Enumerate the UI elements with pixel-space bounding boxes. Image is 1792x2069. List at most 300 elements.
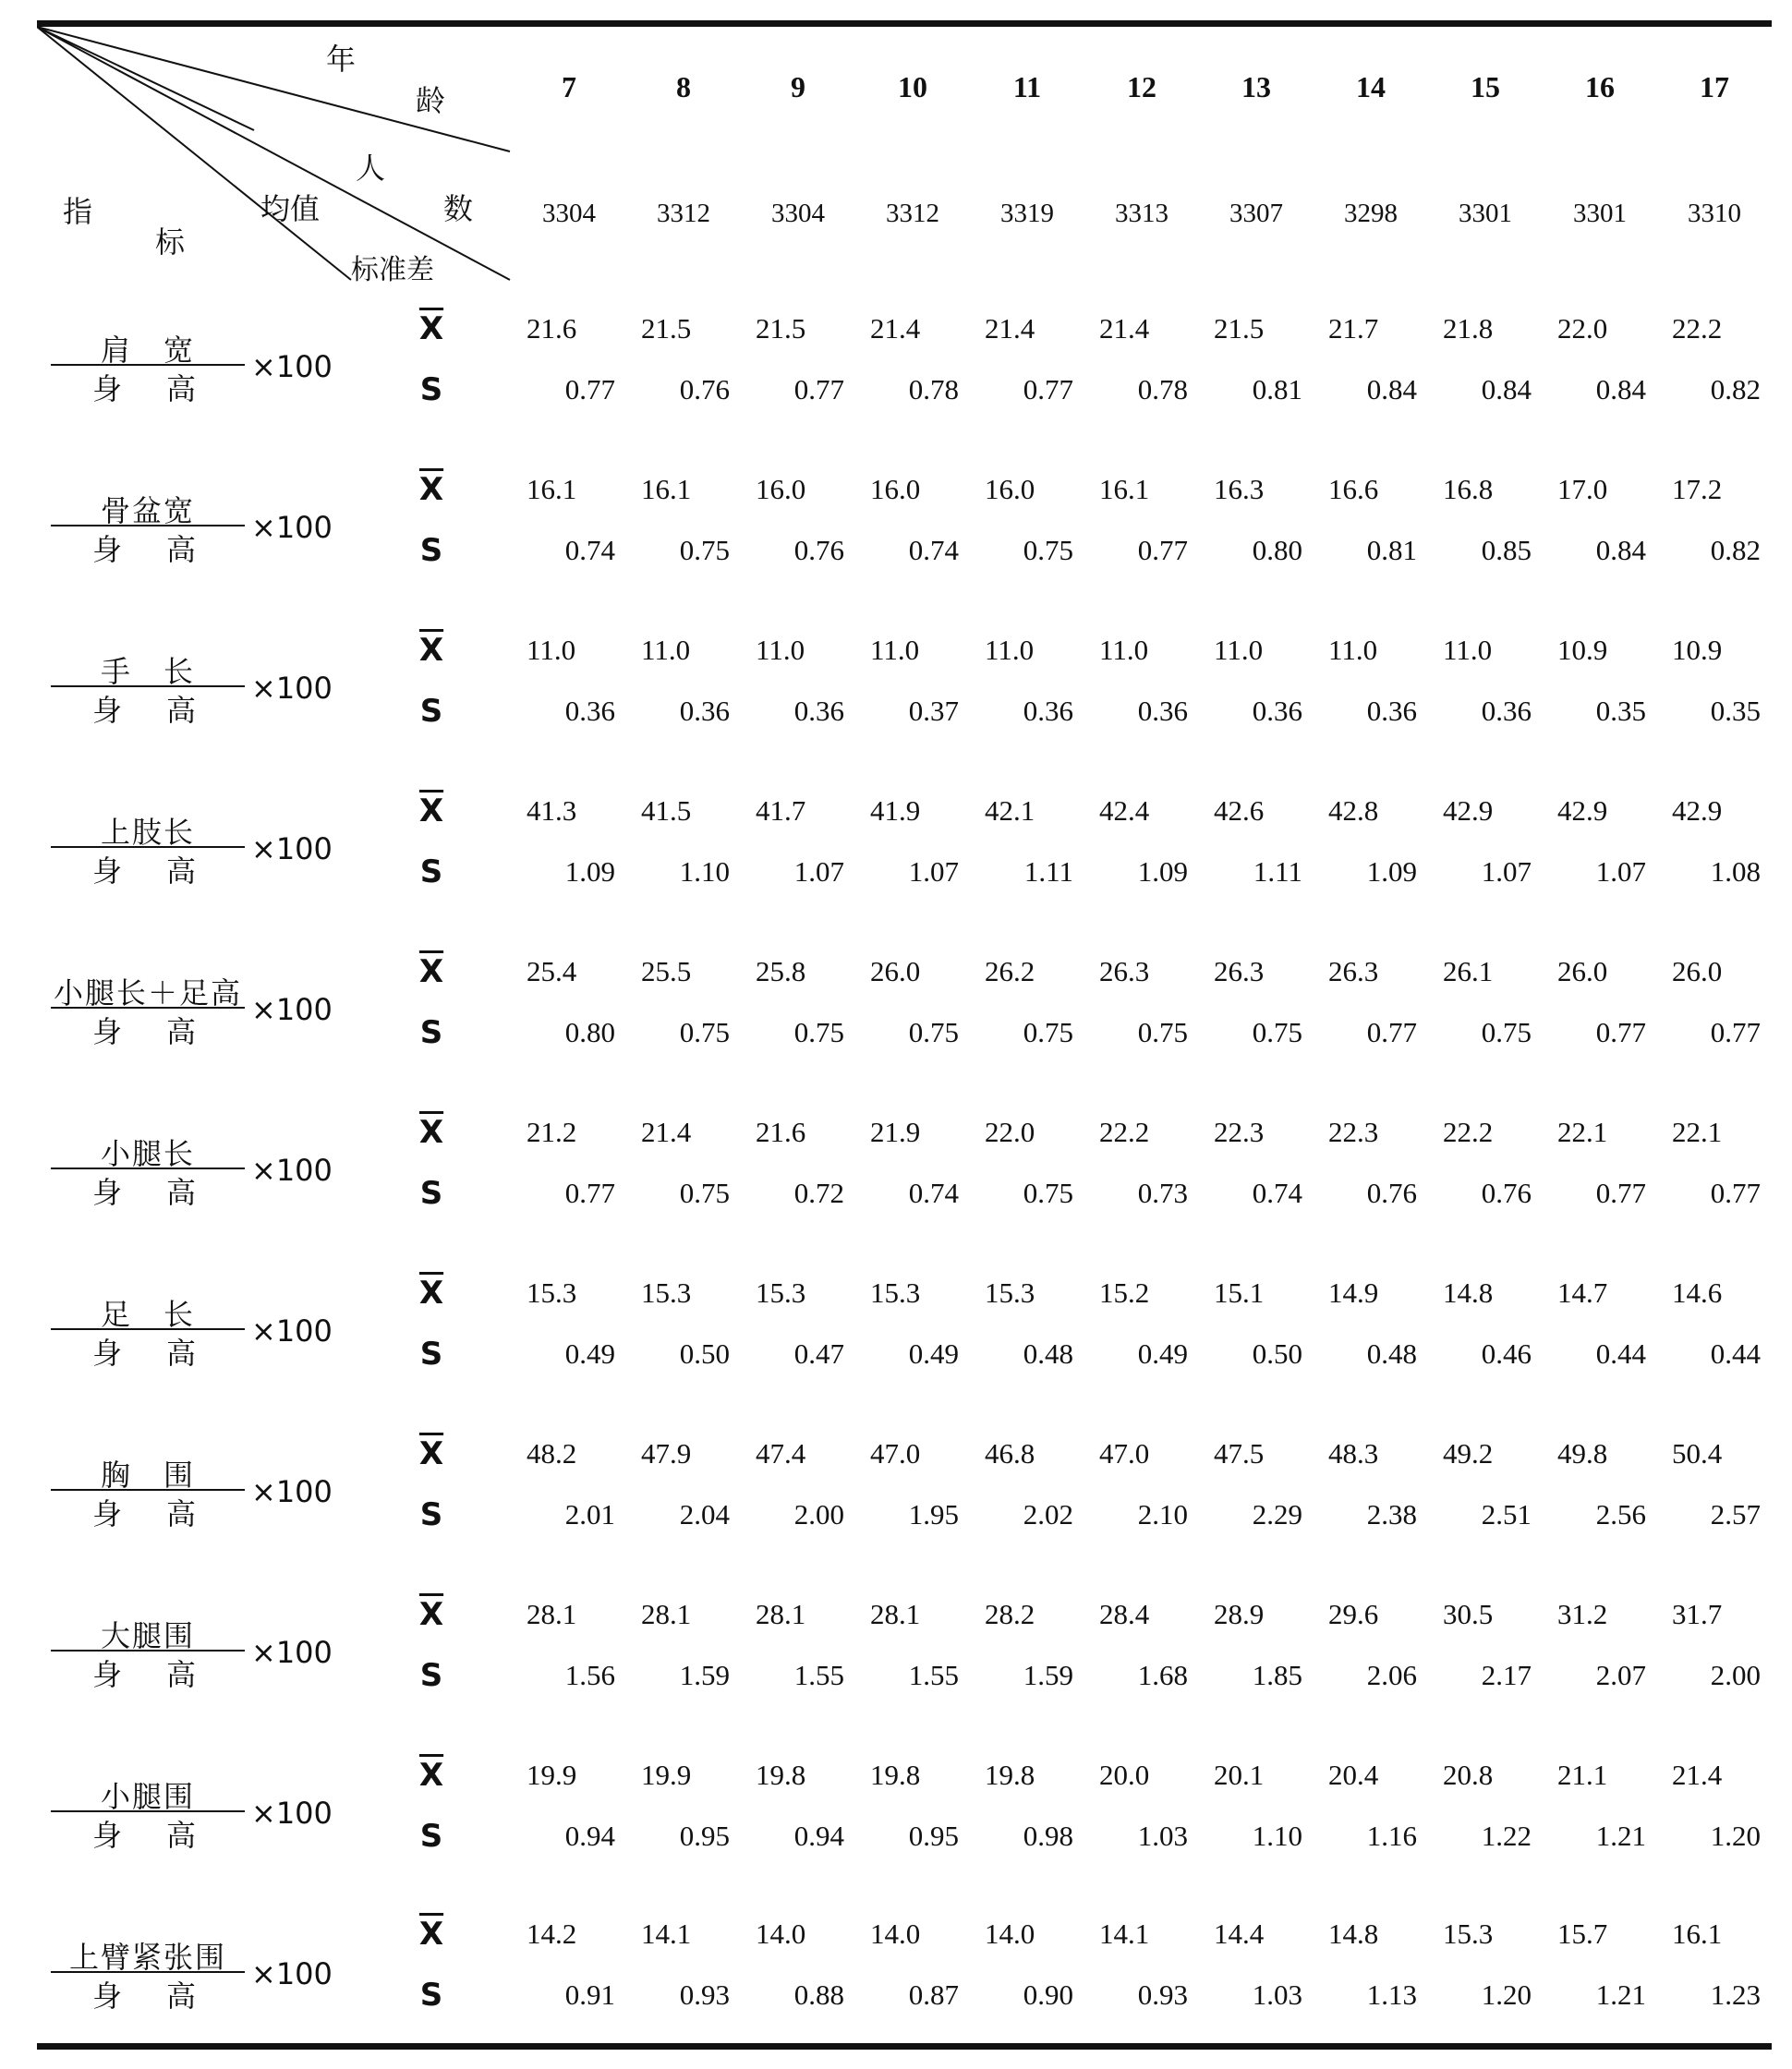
mean-value: 20.8 (1443, 1758, 1494, 1791)
mean-value: 15.3 (641, 1276, 692, 1309)
table-row (37, 1725, 1772, 1886)
sd-value: 1.09 (1366, 854, 1417, 888)
mean-value: 47.4 (756, 1436, 806, 1470)
value-cell (1084, 1243, 1199, 1404)
mean-value: 16.0 (756, 472, 806, 505)
index-fraction (51, 970, 245, 1047)
index-fraction (51, 1452, 245, 1530)
value-cell (512, 1243, 626, 1404)
sd-value: 0.74 (908, 533, 959, 566)
index-denominator: 身 高 (91, 692, 203, 728)
age-header-cell: 16 (1585, 70, 1615, 104)
mean-value: 22.0 (1557, 311, 1608, 345)
index-label-cell (37, 279, 351, 440)
value-cell (626, 761, 741, 922)
sd-value: 0.75 (908, 1015, 959, 1048)
mean-value: 31.2 (1557, 1597, 1608, 1630)
table-row (37, 1404, 1772, 1565)
mean-value: 26.3 (1099, 954, 1150, 987)
index-denominator: 身 高 (91, 1978, 203, 2014)
mean-value: 20.1 (1214, 1758, 1265, 1791)
value-cell (512, 922, 626, 1083)
mean-value: 21.4 (1099, 311, 1150, 345)
mean-value: 21.5 (1214, 311, 1265, 345)
value-cell (970, 1083, 1084, 1243)
sd-value: 0.84 (1481, 372, 1532, 405)
mean-value: 21.4 (870, 311, 921, 345)
mean-value: 15.3 (1443, 1917, 1494, 1950)
sd-value: 0.95 (679, 1819, 730, 1852)
value-cell (970, 600, 1084, 761)
sd-value: 1.13 (1366, 1978, 1417, 2011)
sd-value: 1.55 (793, 1658, 844, 1691)
count-cell: 3319 (1000, 198, 1054, 228)
mean-value: 41.5 (641, 793, 692, 827)
value-cell (970, 1404, 1084, 1565)
sd-value: 0.77 (1366, 1015, 1417, 1048)
count-cell: 3310 (1688, 198, 1741, 228)
index-denominator: 身 高 (91, 853, 203, 889)
header-label-zhi: 指 (63, 194, 93, 229)
header-label-ling: 龄 (416, 83, 446, 118)
mean-value: 26.3 (1214, 954, 1265, 987)
index-multiplier: ×100 (251, 1313, 333, 1349)
mean-value: 25.8 (756, 954, 806, 987)
sd-value: 1.21 (1595, 1819, 1646, 1852)
value-cell (1428, 440, 1543, 600)
index-numerator: 小腿长＋足高 (53, 974, 242, 1010)
value-cell (1199, 922, 1314, 1083)
mean-value: 41.7 (756, 793, 806, 827)
sd-value: 0.80 (564, 1015, 615, 1048)
sd-value: 0.44 (1710, 1337, 1761, 1370)
mean-value: 14.4 (1214, 1917, 1265, 1950)
anthropometric-index-table (37, 20, 1772, 2050)
sd-value: 2.51 (1481, 1497, 1532, 1531)
value-cell (626, 1886, 741, 2047)
sd-value: 0.77 (1023, 372, 1073, 405)
value-cell (741, 440, 855, 600)
value-cell (512, 1404, 626, 1565)
value-cell (626, 440, 741, 600)
sd-value: 0.47 (793, 1337, 844, 1370)
mean-value: 22.0 (985, 1115, 1035, 1148)
sd-value: 1.03 (1137, 1819, 1188, 1852)
mean-value: 14.7 (1557, 1276, 1608, 1309)
value-cell (855, 440, 970, 600)
sd-value: 0.91 (564, 1978, 615, 2011)
sd-value: 2.29 (1252, 1497, 1302, 1531)
sd-value: 0.48 (1366, 1337, 1417, 1370)
value-cell (626, 1404, 741, 1565)
value-cell (1543, 1565, 1657, 1725)
mean-value: 42.1 (985, 793, 1035, 827)
value-cell (1657, 1725, 1772, 1886)
mean-value: 21.6 (527, 311, 577, 345)
sd-symbol: S (419, 1013, 443, 1051)
mean-value: 47.0 (870, 1436, 921, 1470)
count-cell: 3312 (886, 198, 939, 228)
mean-value: 48.2 (527, 1436, 577, 1470)
value-cell (626, 600, 741, 761)
sd-value: 0.36 (1137, 694, 1188, 727)
sd-value: 2.38 (1366, 1497, 1417, 1531)
mean-value: 49.8 (1557, 1436, 1608, 1470)
mean-value: 15.3 (527, 1276, 577, 1309)
value-cell (855, 1725, 970, 1886)
index-multiplier: ×100 (251, 670, 333, 706)
value-cell (626, 1083, 741, 1243)
value-cell (970, 922, 1084, 1083)
sd-value: 0.49 (1137, 1337, 1188, 1370)
mean-value: 14.0 (756, 1917, 806, 1950)
index-fraction (51, 1131, 245, 1208)
value-cell (1084, 1083, 1199, 1243)
mean-value: 41.3 (527, 793, 577, 827)
mean-value: 11.0 (641, 633, 691, 666)
value-cell (512, 1565, 626, 1725)
sd-value: 2.00 (793, 1497, 844, 1531)
mean-value: 15.7 (1557, 1917, 1608, 1950)
header-label-nian: 年 (326, 42, 357, 77)
age-header-cell: 13 (1241, 70, 1271, 104)
sd-value: 0.36 (1481, 694, 1532, 727)
table-row (37, 922, 1772, 1083)
value-cell (741, 1243, 855, 1404)
index-denominator: 身 高 (91, 1817, 203, 1853)
value-cell (1657, 1404, 1772, 1565)
index-multiplier: ×100 (251, 1955, 333, 1991)
value-cell (855, 922, 970, 1083)
mean-value: 17.0 (1557, 472, 1608, 505)
index-fraction (51, 1934, 245, 2012)
mean-value: 11.0 (1099, 633, 1149, 666)
mean-value: 17.2 (1672, 472, 1723, 505)
sd-value: 2.02 (1023, 1497, 1073, 1531)
age-header-cell: 7 (562, 70, 576, 104)
value-cell (1084, 1565, 1199, 1725)
sd-value: 1.09 (564, 854, 615, 888)
mean-value: 20.0 (1099, 1758, 1150, 1791)
value-cell (741, 922, 855, 1083)
value-cell (855, 600, 970, 761)
index-multiplier: ×100 (251, 348, 333, 384)
value-cell (1084, 761, 1199, 922)
count-cell: 3313 (1115, 198, 1168, 228)
index-denominator: 身 高 (91, 1013, 203, 1049)
sd-value: 0.35 (1595, 694, 1646, 727)
mean-value: 22.2 (1099, 1115, 1150, 1148)
mean-value: 16.0 (870, 472, 921, 505)
sd-value: 0.82 (1710, 372, 1761, 405)
value-cell (1314, 1404, 1428, 1565)
value-cell (1543, 1886, 1657, 2047)
value-cell (1428, 761, 1543, 922)
sd-value: 0.36 (679, 694, 730, 727)
mean-value: 14.2 (527, 1917, 577, 1950)
index-numerator: 骨盆宽 (100, 492, 195, 528)
value-cell (1657, 440, 1772, 600)
value-cell (1428, 1565, 1543, 1725)
sd-value: 2.10 (1137, 1497, 1188, 1531)
sd-value: 0.44 (1595, 1337, 1646, 1370)
value-cell (1314, 1083, 1428, 1243)
mean-value: 11.0 (1443, 633, 1493, 666)
table-row (37, 1083, 1772, 1243)
sd-value: 0.75 (1481, 1015, 1532, 1048)
mean-value: 16.1 (1099, 472, 1150, 505)
value-cell (1428, 1886, 1543, 2047)
sd-value: 0.93 (1137, 1978, 1188, 2011)
mean-value: 14.6 (1672, 1276, 1723, 1309)
value-cell (1543, 1404, 1657, 1565)
value-cell (1199, 1083, 1314, 1243)
mean-value: 31.7 (1672, 1597, 1723, 1630)
value-cell (855, 1083, 970, 1243)
value-cell (1657, 1083, 1772, 1243)
header-label-std-dev: 标准差 (351, 254, 434, 286)
sd-value: 0.74 (1252, 1176, 1302, 1209)
mean-value: 14.9 (1328, 1276, 1379, 1309)
mean-value: 15.1 (1214, 1276, 1265, 1309)
value-cell (1428, 1243, 1543, 1404)
sd-value: 2.17 (1481, 1658, 1532, 1691)
value-cell (1657, 1565, 1772, 1725)
index-label-cell (37, 1565, 351, 1725)
sd-symbol: S (419, 1656, 443, 1694)
sd-value: 0.75 (793, 1015, 844, 1048)
mean-value: 14.1 (1099, 1917, 1150, 1950)
index-denominator: 身 高 (91, 531, 203, 567)
sd-value: 0.75 (1023, 533, 1073, 566)
mean-value: 28.1 (527, 1597, 577, 1630)
sd-value: 0.84 (1366, 372, 1417, 405)
sd-value: 1.11 (1023, 854, 1073, 888)
age-header-cell: 12 (1127, 70, 1156, 104)
stat-symbol-cell (351, 1886, 512, 2047)
value-cell (1199, 1725, 1314, 1886)
mean-value: 20.4 (1328, 1758, 1379, 1791)
sd-value: 1.16 (1366, 1819, 1417, 1852)
mean-value: 16.1 (527, 472, 577, 505)
value-cell (970, 440, 1084, 600)
index-label-cell (37, 440, 351, 600)
sd-value: 0.84 (1595, 372, 1646, 405)
value-cell (855, 279, 970, 440)
value-cell (512, 761, 626, 922)
age-header-cell: 8 (676, 70, 691, 104)
sd-symbol: S (419, 853, 443, 890)
sd-value: 0.73 (1137, 1176, 1188, 1209)
sd-value: 2.04 (679, 1497, 730, 1531)
stat-symbol-cell (351, 440, 512, 600)
value-cell (970, 1243, 1084, 1404)
table-row (37, 1565, 1772, 1725)
value-cell (1657, 600, 1772, 761)
index-numerator: 肩 宽 (100, 332, 195, 368)
value-cell (1543, 1243, 1657, 1404)
sd-value: 0.78 (908, 372, 959, 405)
mean-value: 42.9 (1557, 793, 1608, 827)
mean-value: 48.3 (1328, 1436, 1379, 1470)
sd-value: 0.35 (1710, 694, 1761, 727)
age-header-cell: 9 (791, 70, 805, 104)
value-cell (741, 1083, 855, 1243)
mean-value: 19.8 (870, 1758, 921, 1791)
mean-symbol: $\overline{X}$ (418, 1434, 444, 1472)
sd-value: 0.49 (908, 1337, 959, 1370)
sd-value: 0.77 (1137, 533, 1188, 566)
index-label-cell (37, 1404, 351, 1565)
mean-value: 46.8 (985, 1436, 1035, 1470)
sd-value: 2.56 (1595, 1497, 1646, 1531)
index-multiplier: ×100 (251, 1473, 333, 1509)
index-denominator: 身 高 (91, 1656, 203, 1692)
mean-value: 21.5 (756, 311, 806, 345)
index-denominator: 身 高 (91, 1335, 203, 1371)
header-label-mean: 均值 (260, 191, 321, 226)
sd-value: 0.75 (1252, 1015, 1302, 1048)
mean-value: 14.1 (641, 1917, 692, 1950)
sd-value: 1.55 (908, 1658, 959, 1691)
value-cell (1084, 440, 1199, 600)
index-denominator: 身 高 (91, 370, 203, 406)
sd-symbol: S (419, 1495, 443, 1533)
age-header-cell: 10 (898, 70, 927, 104)
value-cell (626, 922, 741, 1083)
value-cell (1428, 922, 1543, 1083)
sd-value: 0.95 (908, 1819, 959, 1852)
sd-value: 1.59 (679, 1658, 730, 1691)
sd-value: 0.77 (1710, 1176, 1761, 1209)
value-cell (1314, 600, 1428, 761)
mean-symbol: $\overline{X}$ (418, 792, 444, 829)
value-cell (855, 1243, 970, 1404)
value-cell (1543, 1083, 1657, 1243)
mean-value: 14.0 (985, 1917, 1035, 1950)
mean-value: 26.1 (1443, 954, 1494, 987)
sd-value: 0.75 (1023, 1015, 1073, 1048)
index-multiplier: ×100 (251, 1795, 333, 1831)
age-header-cell: 11 (1012, 70, 1042, 104)
sd-value: 0.36 (793, 694, 844, 727)
index-denominator: 身 高 (91, 1174, 203, 1210)
sd-value: 1.09 (1137, 854, 1188, 888)
mean-value: 14.8 (1328, 1917, 1379, 1950)
mean-value: 19.9 (527, 1758, 577, 1791)
mean-value: 47.9 (641, 1436, 692, 1470)
mean-symbol: $\overline{X}$ (418, 1756, 444, 1794)
value-cell (626, 1725, 741, 1886)
mean-value: 16.3 (1214, 472, 1265, 505)
value-cell (1657, 922, 1772, 1083)
table-row (37, 1886, 1772, 2047)
mean-value: 21.4 (1672, 1758, 1723, 1791)
value-cell (1543, 1725, 1657, 1886)
value-cell (855, 1565, 970, 1725)
sd-value: 0.82 (1710, 533, 1761, 566)
table-row (37, 1243, 1772, 1404)
sd-value: 1.68 (1137, 1658, 1188, 1691)
index-fraction (51, 488, 245, 565)
sd-value: 0.48 (1023, 1337, 1073, 1370)
sd-value: 2.06 (1366, 1658, 1417, 1691)
value-cell (512, 1886, 626, 2047)
count-cell: 3304 (542, 198, 596, 228)
index-fraction (51, 327, 245, 405)
mean-value: 28.1 (641, 1597, 692, 1630)
mean-value: 16.6 (1328, 472, 1379, 505)
sd-value: 0.94 (793, 1819, 844, 1852)
value-cell (1428, 1725, 1543, 1886)
index-numerator: 大腿围 (100, 1617, 195, 1653)
mean-value: 25.4 (527, 954, 577, 987)
index-label-cell (37, 600, 351, 761)
mean-value: 11.0 (527, 633, 576, 666)
stat-symbol-cell (351, 1404, 512, 1565)
value-cell (1199, 1565, 1314, 1725)
sd-symbol: S (419, 692, 443, 730)
count-cell: 3307 (1229, 198, 1283, 228)
sd-value: 0.75 (679, 1015, 730, 1048)
sd-value: 0.72 (793, 1176, 844, 1209)
mean-value: 26.0 (870, 954, 921, 987)
value-cell (1084, 1886, 1199, 2047)
stat-symbol-cell (351, 600, 512, 761)
sd-value: 0.50 (1252, 1337, 1302, 1370)
value-cell (512, 279, 626, 440)
mean-value: 16.1 (641, 472, 692, 505)
count-cell: 3312 (657, 198, 710, 228)
mean-value: 22.1 (1672, 1115, 1723, 1148)
value-cell (741, 1565, 855, 1725)
mean-value: 22.3 (1328, 1115, 1379, 1148)
sd-value: 1.56 (564, 1658, 615, 1691)
mean-value: 22.2 (1443, 1115, 1494, 1148)
index-label-cell (37, 1886, 351, 2047)
mean-symbol: $\overline{X}$ (418, 1595, 444, 1633)
mean-symbol: $\overline{X}$ (418, 1274, 444, 1312)
mean-value: 22.2 (1672, 311, 1723, 345)
value-cell (970, 761, 1084, 922)
value-cell (1314, 922, 1428, 1083)
index-numerator: 胸 围 (100, 1457, 195, 1493)
value-cell (741, 600, 855, 761)
index-label-cell (37, 922, 351, 1083)
sd-value: 1.20 (1481, 1978, 1532, 2011)
sd-symbol: S (419, 1335, 443, 1373)
sd-value: 0.81 (1366, 533, 1417, 566)
index-numerator: 手 长 (100, 653, 195, 689)
mean-value: 28.4 (1099, 1597, 1150, 1630)
stat-symbol-cell (351, 1725, 512, 1886)
mean-value: 47.0 (1099, 1436, 1150, 1470)
value-cell (1199, 1243, 1314, 1404)
mean-value: 28.1 (756, 1597, 806, 1630)
value-cell (741, 1404, 855, 1565)
mean-value: 11.0 (985, 633, 1035, 666)
sd-value: 1.23 (1710, 1978, 1761, 2011)
sd-value: 1.11 (1253, 854, 1302, 888)
value-cell (970, 1886, 1084, 2047)
sd-value: 0.74 (564, 533, 615, 566)
value-cell (1543, 600, 1657, 761)
mean-value: 26.0 (1557, 954, 1608, 987)
mean-value: 19.8 (985, 1758, 1035, 1791)
mean-value: 42.9 (1672, 793, 1723, 827)
mean-value: 42.6 (1214, 793, 1265, 827)
sd-value: 1.95 (908, 1497, 959, 1531)
